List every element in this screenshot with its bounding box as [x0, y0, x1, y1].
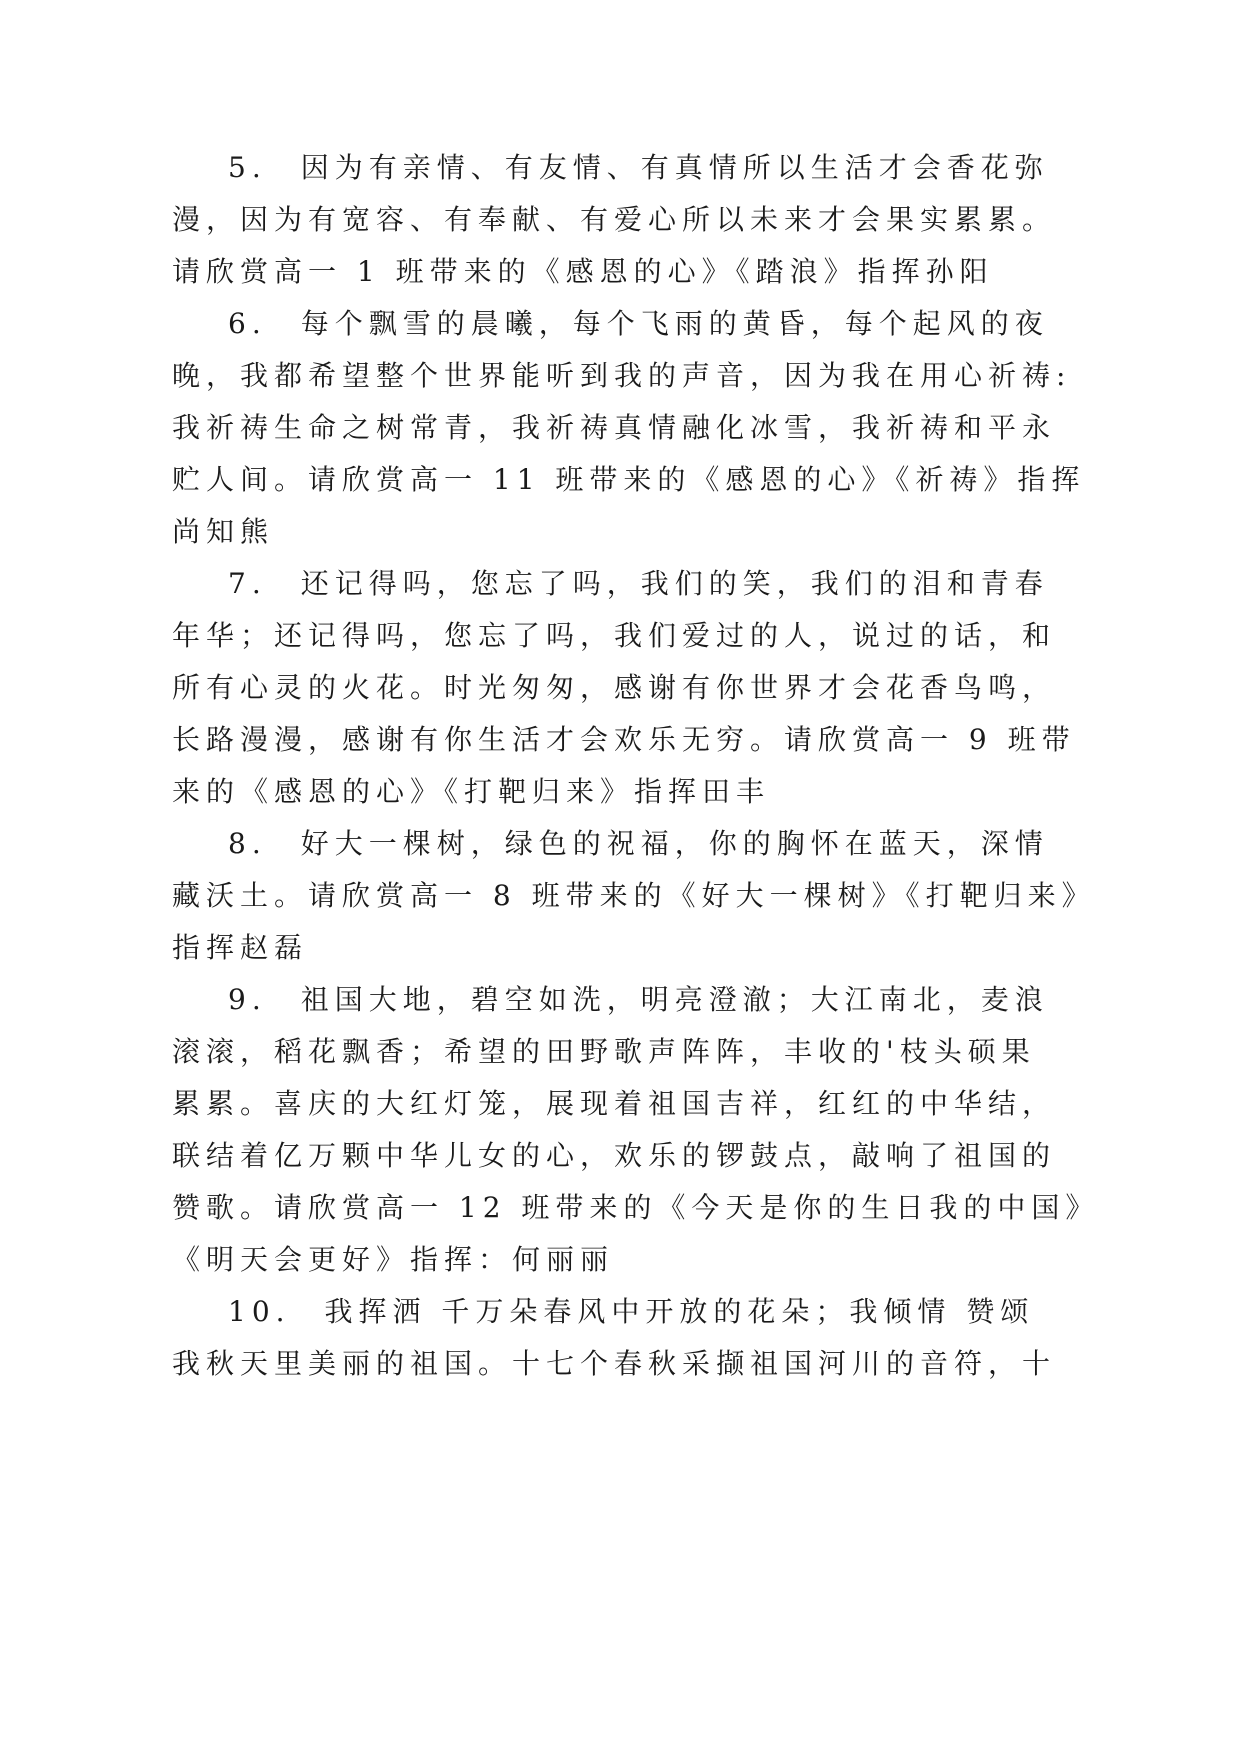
paragraph-first-line: 9. 祖国大地，碧空如洗，明亮澄澈；大江南北，麦浪: [228, 983, 1049, 1016]
paragraph-line: 我秋天里美丽的祖国。十七个春秋采撷祖国河川的音符，十: [172, 1347, 1057, 1380]
paragraph-line: 来的《感恩的心》《打靶归来》指挥田丰: [172, 775, 771, 808]
paragraph-line: 长路漫漫，感谢有你生活才会欢乐无穷。请欣赏高一 9 班带: [172, 723, 1076, 756]
paragraph-line: 请欣赏高一 1 班带来的《感恩的心》《踏浪》指挥孙阳: [172, 255, 994, 288]
paragraph-line: 滚滚，稻花飘香；希望的田野歌声阵阵，丰收的'枝头硕果: [172, 1035, 1036, 1068]
paragraph-first-line: 10. 我挥洒 千万朵春风中开放的花朵；我倾情 赞颂: [228, 1295, 1035, 1328]
paragraph-line: 藏沃土。请欣赏高一 8 班带来的《好大一棵树》《打靶归来》: [172, 879, 1096, 912]
paragraph-line: 年华；还记得吗，您忘了吗，我们爱过的人，说过的话，和: [172, 619, 1057, 652]
paragraph-line: 联结着亿万颗中华儿女的心，欢乐的锣鼓点，敲响了祖国的: [172, 1139, 1057, 1172]
paragraph-line: 尚知熊: [172, 515, 275, 548]
paragraph-line: 漫，因为有宽容、有奉献、有爱心所以未来才会果实累累。: [172, 203, 1057, 236]
paragraph-line: 《明天会更好》指挥：何丽丽: [172, 1243, 615, 1276]
paragraph-line: 所有心灵的火花。时光匆匆，感谢有你世界才会花香鸟鸣，: [172, 671, 1057, 704]
paragraph-line: 晚，我都希望整个世界能听到我的声音，因为我在用心祈祷:: [172, 359, 1072, 392]
paragraph-line: 我祈祷生命之树常青，我祈祷真情融化冰雪，我祈祷和平永: [172, 411, 1057, 444]
paragraph-line: 累累。喜庆的大红灯笼，展现着祖国吉祥，红红的中华结，: [172, 1087, 1057, 1120]
paragraph-line: 贮人间。请欣赏高一 11 班带来的《感恩的心》《祈祷》指挥: [172, 463, 1086, 496]
paragraph-line: 指挥赵磊: [172, 931, 309, 964]
paragraph-first-line: 5. 因为有亲情、有友情、有真情所以生活才会香花弥: [228, 151, 1049, 184]
paragraph-line: 赞歌。请欣赏高一 12 班带来的《今天是你的生日我的中国》: [172, 1191, 1100, 1224]
paragraph-first-line: 6. 每个飘雪的晨曦，每个飞雨的黄昏，每个起风的夜: [228, 307, 1049, 340]
paragraph-first-line: 7. 还记得吗，您忘了吗，我们的笑，我们的泪和青春: [228, 567, 1049, 600]
paragraph-first-line: 8. 好大一棵树，绿色的祝福，你的胸怀在蓝天，深情: [228, 827, 1049, 860]
